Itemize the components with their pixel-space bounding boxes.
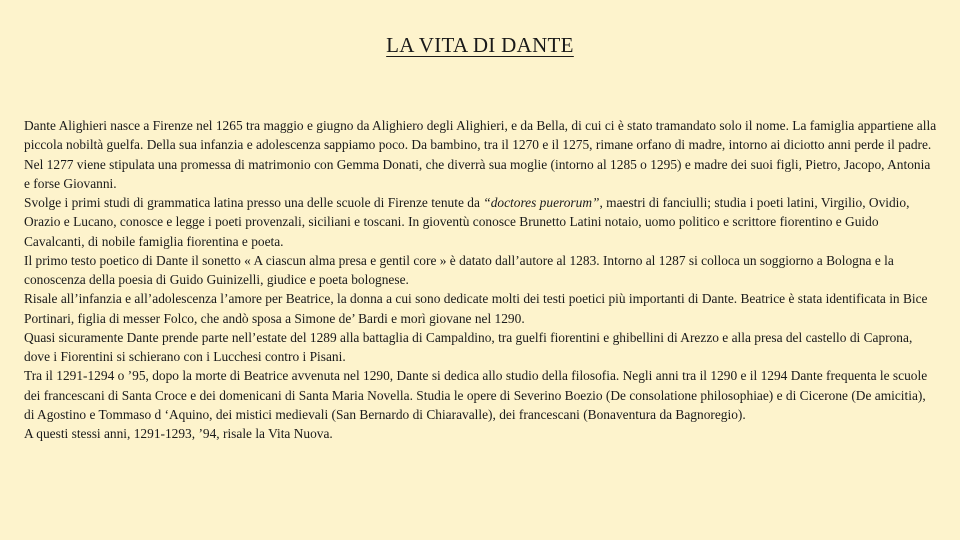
paragraph-campaldino: Quasi sicuramente Dante prende parte nell’estate del 1289 alla battaglia di Campaldino, tra guelfi fiorentini e ghibellini di Arezzo e alla presa del castello di Caprona, dove i Fiorentini si schierano con i Lucchesi contro i Pisani. bbox=[24, 329, 913, 364]
biography-text bbox=[24, 116, 938, 443]
paragraph-philosophy: Tra il 1291-1294 o ’95, dopo la morte di Beatrice avvenuta nel 1290, Dante si dedica allo studio della filosofia. Negli anni tra il 1290 e il 1294 Dante frequenta le scuole dei francescani di Santa Croce e dei domenicani di Santa Maria Novella. Studia le opere di Severino Boezio (De consolatione philosophiae) e di Cicerone (De amicitia), di Agostino e Tommaso d ‘Aquino, dei mistici medievali (San Bernardo di Chiaravalle), dei francescani (Bonaventura da Bagnoregio). bbox=[24, 368, 928, 422]
paragraph-first-poem: Il primo testo poetico di Dante il sonetto « A ciascun alma presa e gentil core » è datato dall’autore al 1283. Intorno al 1287 si colloca un soggiorno a Bologna e la conoscenza della poesia di Guido Guinizelli, giudice e poeta bolognese. bbox=[24, 252, 894, 287]
paragraph-studies bbox=[24, 193, 938, 251]
paragraph-studies-start: Svolge i primi studi di grammatica latina presso una delle scuole di Firenze tenute da bbox=[24, 195, 484, 210]
page-title-text: LA VITA DI DANTE bbox=[386, 33, 574, 57]
paragraph-beatrice: Risale all’infanzia e all’adolescenza l’amore per Beatrice, la donna a cui sono dedicate molti dei testi poetici più importanti di Dante. Beatrice è stata identificata in Bice Portinari, figlia di messer Folco, che andò sposa a Simone de’ Bardi e morì giovane nel 1290. bbox=[24, 291, 928, 326]
doctores-puerorum-emphasis: “doctores puerorum” bbox=[483, 195, 600, 210]
paragraph-vita-nuova: A questi stessi anni, 1291-1293, ’94, risale la Vita Nuova. bbox=[24, 426, 333, 441]
paragraph-studies-end: , maestri di fanciulli; studia i poeti latini, Virgilio, Ovidio, Orazio e Lucano, conosce e legge i poeti provenzali, siciliani e toscani. In gioventù conosce Brunetto Latini notaio, uomo politico e scrittore fiorentino e Guido Cavalcanti, di nobile famiglia fiorentina e poeta. bbox=[24, 195, 910, 249]
page-title bbox=[0, 31, 960, 59]
paragraph-birth-family: Dante Alighieri nasce a Firenze nel 1265 tra maggio e giugno da Alighiero degli Alighieri, e da Bella, di cui ci è stato tramandato solo il nome. La famiglia appartiene alla piccola nobiltà guelfa. Della sua infanzia e adolescenza sappiamo poco. Da bambino, tra il 1270 e il 1275, rimane orfano di madre, intorno ai diciotto anni perde il padre. Nel 1277 viene stipulata una promessa di matrimonio con Gemma Donati, che diverrà sua moglie (intorno al 1285 o 1295) e madre dei suoi figli, Pietro, Jacopo, Antonia e forse Giovanni. bbox=[24, 118, 937, 191]
